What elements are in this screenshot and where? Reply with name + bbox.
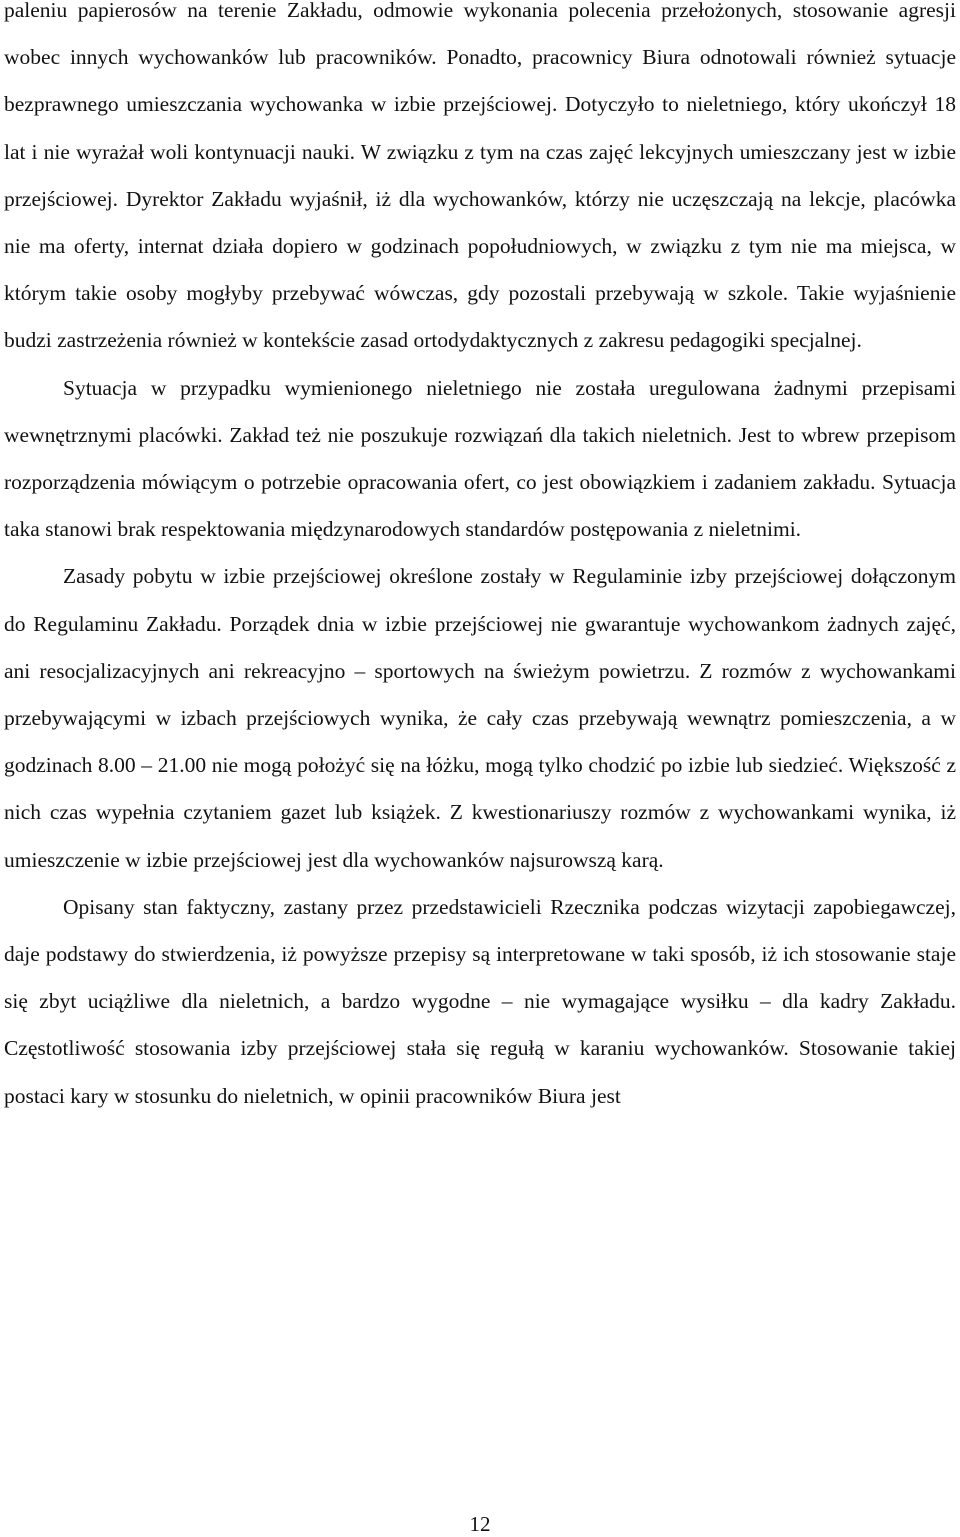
paragraph-4: Opisany stan faktyczny, zastany przez przedstawicieli Rzecznika podczas wizytacji zapobiegawczej, daje podstawy do stwierdzenia, iż powyższe przepisy są interpretowane w taki sposób, iż ich stosowanie staje się zbyt uciążliwe dla nieletnich, a bardzo wygodne – nie wymagające wysiłku – dla kadry Zakładu. Częstotliwość stosowania izby przejściowej stała się regułą w karaniu wychowanków. Stosowanie takiej postaci kary w stosunku do nieletnich, w opinii pracowników Biura jest <box>4 894 956 1108</box>
document-page <box>4 0 956 1120</box>
paragraph-3: Zasady pobytu w izbie przejściowej określone zostały w Regulaminie izby przejściowej dołączonym do Regulaminu Zakładu. Porządek dnia w izbie przejściowej nie gwarantuje wychowankom żadnych zajęć, ani resocjalizacyjnych ani rekreacyjno – sportowych na świeżym powietrzu. Z rozmów z wychowankami przebywającymi w izbach przejściowych wynika, że cały czas przebywają wewnątrz pomieszczenia, a w godzinach 8.00 – 21.00 nie mogą położyć się na łóżku, mogą tylko chodzić po izbie lub siedzieć. Większość z nich czas wypełnia czytaniem gazet lub książek. Z kwestionariuszy rozmów z wychowankami wynika, iż umieszczenie w izbie przejściowej jest dla wychowanków najsurowszą karą. <box>4 564 956 872</box>
paragraph-continuation: paleniu papierosów na terenie Zakładu, odmowie wykonania polecenia przełożonych, stosowanie agresji wobec innych wychowanków lub pracowników. Ponadto, pracownicy Biura odnotowali również sytuacje bezprawnego umieszczania wychowanka w izbie przejściowej. Dotyczyło to nieletniego, który ukończył 18 lat i nie wyrażał woli kontynuacji nauki. W związku z tym na czas zajęć lekcyjnych umieszczany jest w izbie przejściowej. Dyrektor Zakładu wyjaśnił, iż dla wychowanków, którzy nie uczęszczają na lekcje, placówka nie ma oferty, internat działa dopiero w godzinach popołudniowych, w związku z tym nie ma miejsca, w którym takie osoby mogłyby przebywać wówczas, gdy pozostali przebywają w szkole. Takie wyjaśnienie budzi zastrzeżenia również w kontekście zasad ortodydaktycznych z zakresu pedagogiki specjalnej. <box>4 0 956 353</box>
page-number: 12 <box>469 1512 491 1536</box>
paragraph-2: Sytuacja w przypadku wymienionego nieletniego nie została uregulowana żadnymi przepisami wewnętrznymi placówki. Zakład też nie poszukuje rozwiązań dla takich nieletnich. Jest to wbrew przepisom rozporządzenia mówiącym o potrzebie opracowania ofert, co jest obowiązkiem i zadaniem zakładu. Sytuacja taka stanowi brak respektowania międzynarodowych standardów postępowania z nieletnimi. <box>4 375 956 542</box>
